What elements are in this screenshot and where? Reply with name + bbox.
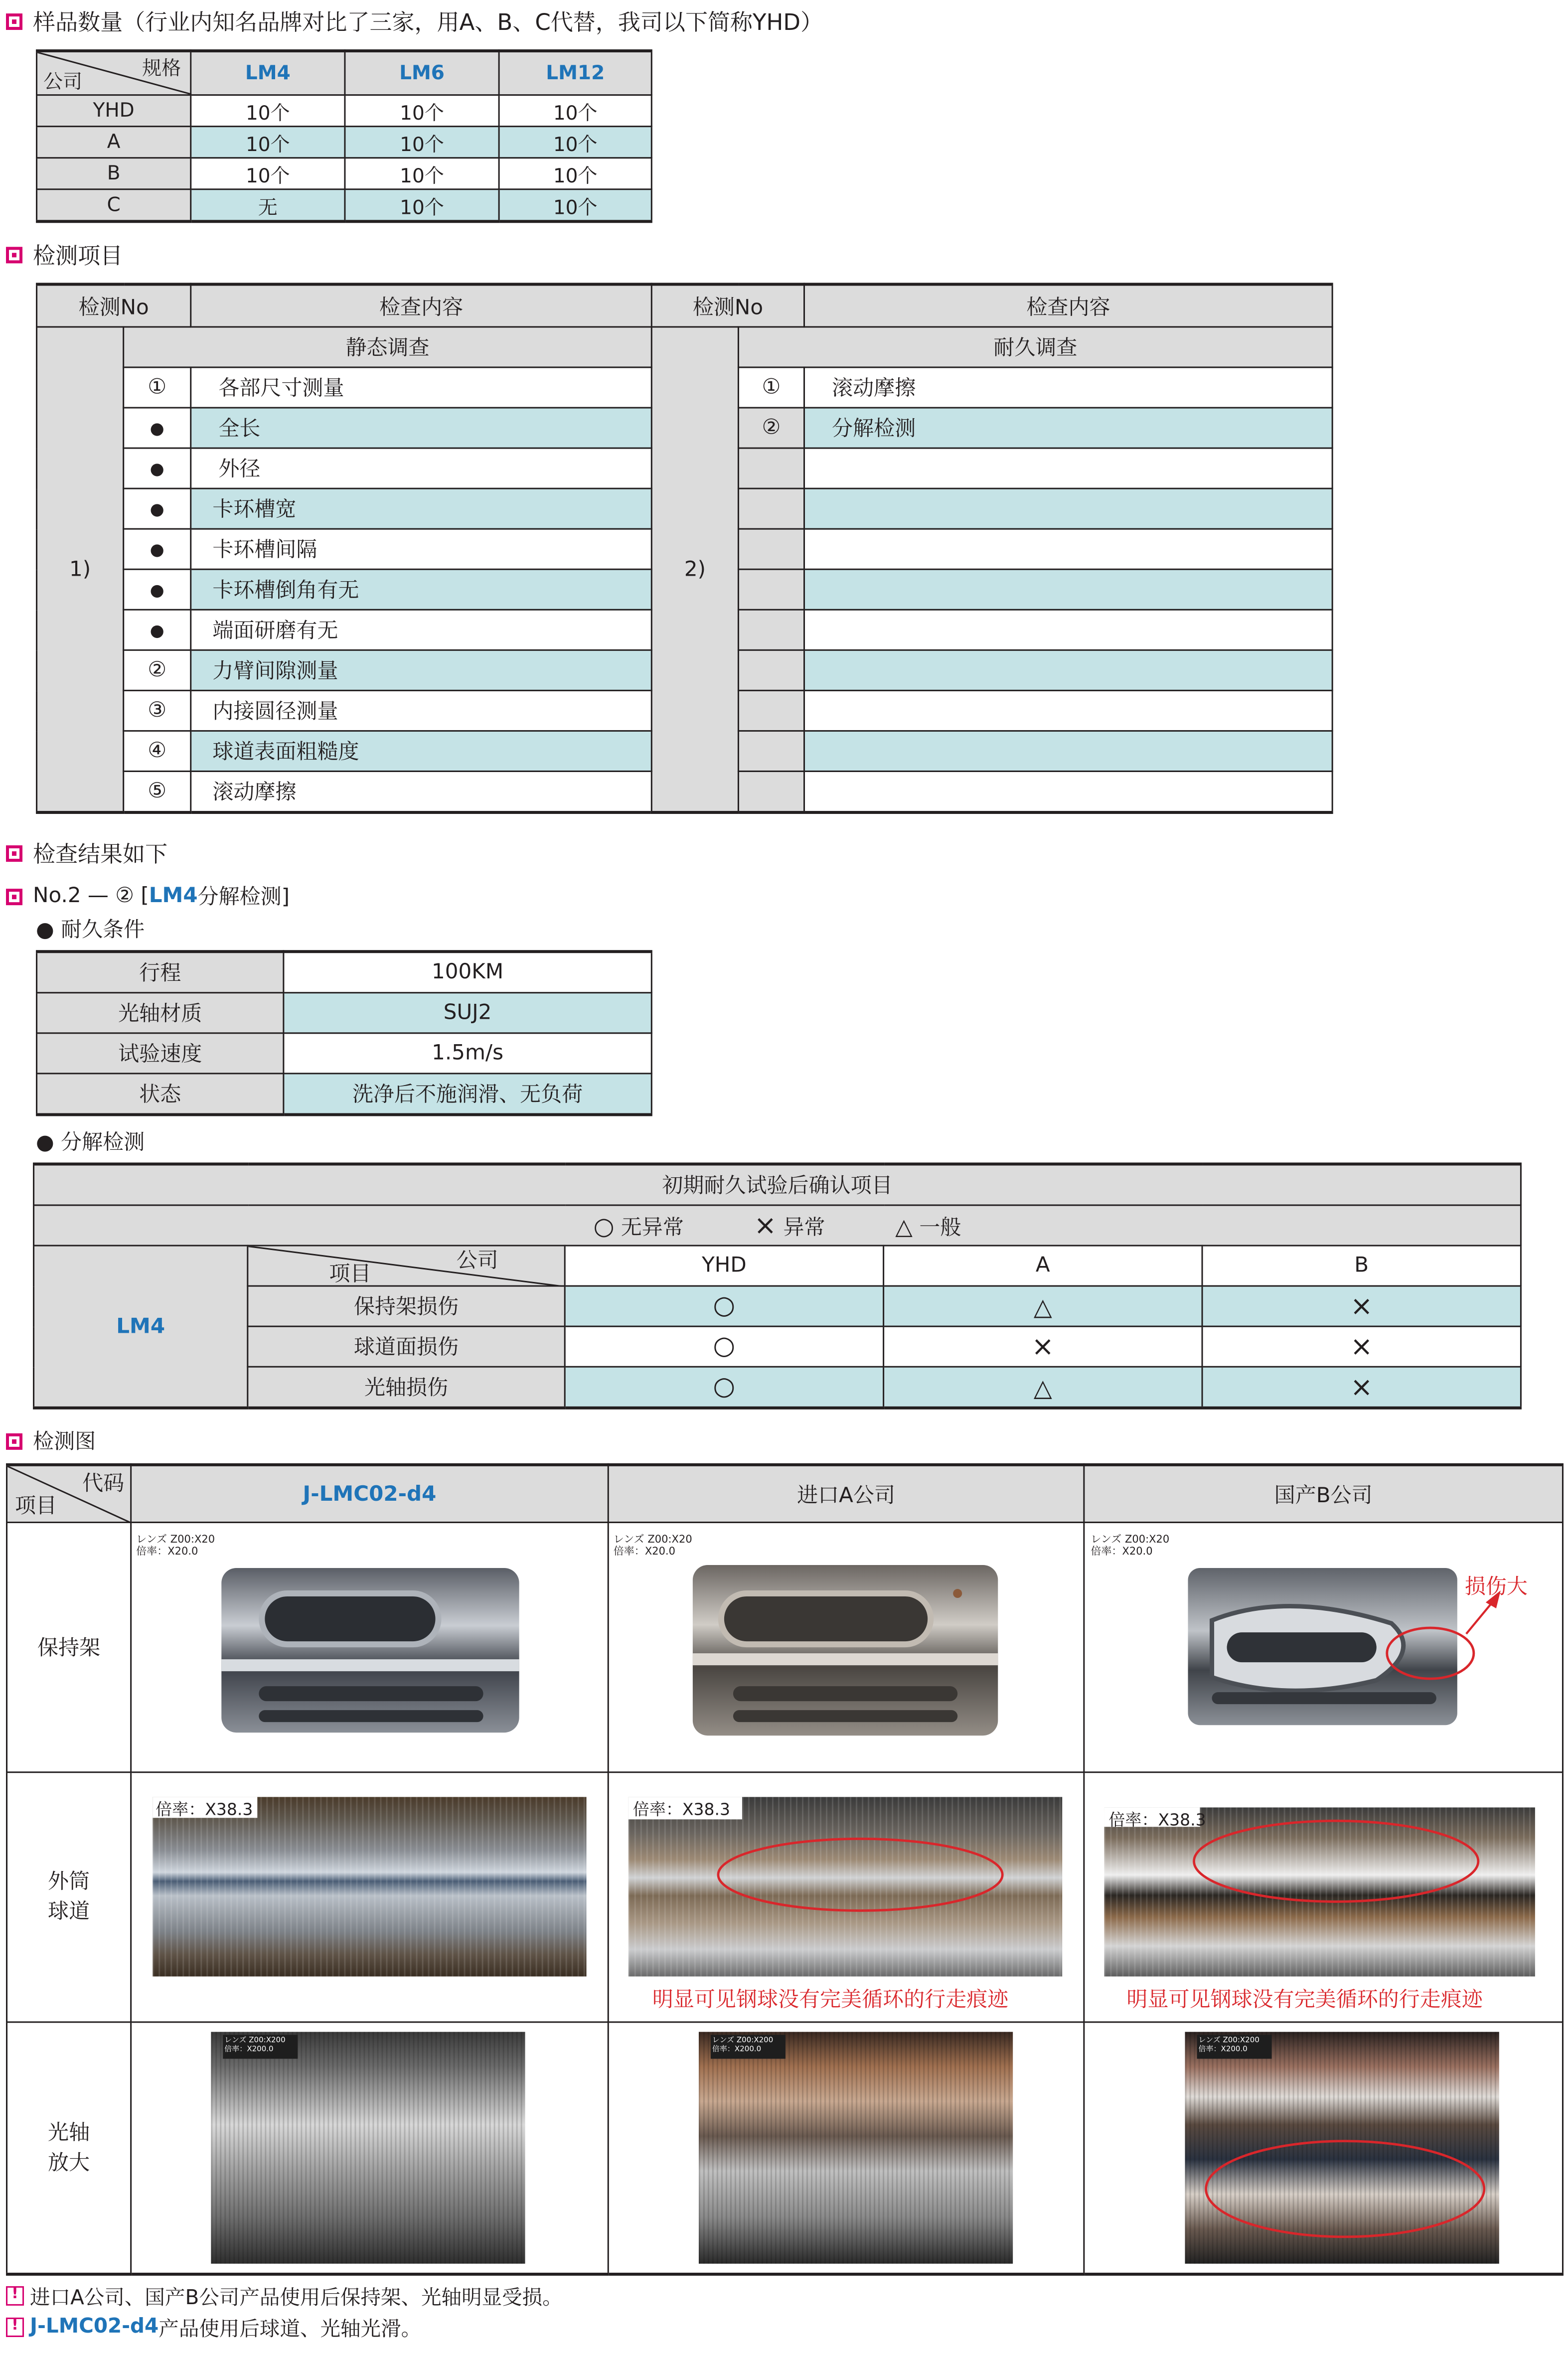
condition-value: 洗净后不施润滑、无负荷 xyxy=(284,1074,651,1115)
item-label: 卡环槽间隔 xyxy=(191,529,652,569)
circle-icon: ○ xyxy=(593,1211,615,1240)
empty-cell xyxy=(738,690,804,731)
section-subtitle xyxy=(6,881,290,911)
corner-bottom-label: 公司 xyxy=(43,72,83,95)
item-label: 端面研磨有无 xyxy=(191,610,652,650)
note-2 xyxy=(6,2312,421,2342)
section-items-title xyxy=(6,239,123,271)
item-mark: ③ xyxy=(124,690,191,731)
empty-cell xyxy=(738,448,804,488)
company-header: YHD xyxy=(565,1246,883,1286)
table-row xyxy=(37,95,652,127)
item-mark: ④ xyxy=(124,731,191,771)
section-sample-title xyxy=(6,6,823,37)
result-cell: ○ xyxy=(565,1326,883,1367)
groove-photo-a xyxy=(628,1797,1063,1976)
item-label: 全长 xyxy=(191,408,652,448)
table-cell: 10个 xyxy=(499,189,651,222)
table-cell: 10个 xyxy=(191,158,345,189)
groove-photo-yhd xyxy=(153,1797,587,1976)
header-content: 检查内容 xyxy=(191,284,652,327)
section-bullet-icon xyxy=(6,1432,22,1449)
confirm-title: 初期耐久试验后确认项目 xyxy=(34,1164,1521,1205)
table-cell: 10个 xyxy=(345,127,499,158)
result-cell: ○ xyxy=(565,1286,883,1326)
condition-value: 100KM xyxy=(284,951,651,993)
section-bullet-icon xyxy=(6,247,22,263)
item-mark: ② xyxy=(738,408,804,448)
cross-icon: × xyxy=(754,1210,777,1242)
row-label: A xyxy=(37,127,191,158)
empty-cell xyxy=(804,488,1333,529)
item-label: 分解检测 xyxy=(804,408,1333,448)
item-label: 滚动摩擦 xyxy=(191,771,652,812)
note-text: 进口A公司、国产B公司产品使用后保持架、光轴明显受损。 xyxy=(30,2286,563,2310)
item-mark: ① xyxy=(124,367,191,408)
damage-label: 损伤大 xyxy=(1464,1575,1528,1600)
subtitle-suffix: 分解检测] xyxy=(197,886,290,910)
empty-cell xyxy=(804,650,1333,690)
group-no: 2) xyxy=(651,327,738,812)
note-text: 产品使用后球道、光轴光滑。 xyxy=(158,2317,422,2342)
condition-label: 试验速度 xyxy=(37,1033,284,1074)
cage-photo-a xyxy=(688,1561,1002,1740)
shaft-photo-b xyxy=(1185,2032,1499,2264)
result-item: 保持架损伤 xyxy=(248,1286,565,1326)
lens-label: レンズ Z00:X20 倍率：X20.0 xyxy=(1091,1533,1170,1558)
empty-cell xyxy=(738,529,804,569)
result-item: 球道面损伤 xyxy=(248,1326,565,1367)
lens-label: レンズ Z00:X20 倍率：X20.0 xyxy=(136,1533,215,1558)
item-mark: ⑤ xyxy=(124,771,191,812)
column-header: LM6 xyxy=(345,51,499,95)
empty-cell xyxy=(738,771,804,812)
table-row xyxy=(37,189,652,222)
row-label: YHD xyxy=(37,95,191,127)
item-label: 各部尺寸测量 xyxy=(191,367,652,408)
group-no: 1) xyxy=(37,327,124,812)
corner-cell xyxy=(7,1465,131,1523)
item-mark: ● xyxy=(124,448,191,488)
mag-label: 倍率：X38.3 xyxy=(632,1800,731,1820)
result-cell: ○ xyxy=(565,1367,883,1408)
section-title: 检测项目 xyxy=(33,242,123,270)
header-no: 检测No xyxy=(651,284,804,327)
header-no: 检测No xyxy=(37,284,191,327)
result-cell: △ xyxy=(884,1367,1202,1408)
result-cell: × xyxy=(1202,1367,1521,1408)
item-label: 球道表面粗糙度 xyxy=(191,731,652,771)
triangle-icon: △ xyxy=(895,1213,913,1240)
sample-table xyxy=(36,49,652,223)
condition-label: 光轴材质 xyxy=(37,993,284,1033)
table-cell: 无 xyxy=(191,189,345,222)
item-label: 内接圆径测量 xyxy=(191,690,652,731)
header-content: 检查内容 xyxy=(804,284,1333,327)
column-header: LM4 xyxy=(191,51,345,95)
mag-label: 倍率：X38.3 xyxy=(1108,1810,1206,1830)
conditions-table xyxy=(36,950,652,1116)
table-row xyxy=(37,158,652,189)
condition-label: 状态 xyxy=(37,1074,284,1115)
groove-photo-b xyxy=(1104,1807,1535,1976)
legend-label: 异常 xyxy=(783,1216,825,1240)
corner-top-label: 规格 xyxy=(142,58,181,81)
item-label: 滚动摩擦 xyxy=(804,367,1333,408)
empty-cell xyxy=(804,771,1333,812)
company-header: B xyxy=(1202,1246,1521,1286)
section-bullet-icon xyxy=(6,13,22,30)
empty-cell xyxy=(804,731,1333,771)
empty-cell xyxy=(804,569,1333,610)
disassembly-table xyxy=(33,1162,1522,1409)
row-label-groove: 外筒 球道 xyxy=(7,1772,131,2022)
subtitle-code: LM4 xyxy=(149,884,198,909)
model-label: LM4 xyxy=(34,1246,248,1408)
small-lens-label: レンズ Z00:X200 倍率：X200.0 xyxy=(1198,2036,1259,2054)
empty-cell xyxy=(738,650,804,690)
corner-bottom-label: 项目 xyxy=(329,1262,371,1287)
conditions-title: ● 耐久条件 xyxy=(36,919,145,943)
empty-cell xyxy=(804,448,1333,488)
small-lens-label: レンズ Z00:X200 倍率：X200.0 xyxy=(712,2036,774,2054)
item-label: 卡环槽倒角有无 xyxy=(191,569,652,610)
condition-label: 行程 xyxy=(37,951,284,993)
legend-label: 一般 xyxy=(919,1216,961,1240)
table-cell: 10个 xyxy=(499,158,651,189)
empty-cell xyxy=(738,610,804,650)
table-cell: 10个 xyxy=(499,95,651,127)
small-lens-label: レンズ Z00:X200 倍率：X200.0 xyxy=(224,2036,286,2054)
subtitle-prefix: No.2 — ② [ xyxy=(33,884,149,909)
result-cell: × xyxy=(884,1326,1202,1367)
section-results-title xyxy=(6,838,167,869)
condition-value: 1.5m/s xyxy=(284,1033,651,1074)
section-title: 检查结果如下 xyxy=(33,841,168,868)
column-header: J-LMC02-d4 xyxy=(131,1465,609,1523)
row-label: B xyxy=(37,158,191,189)
company-header: A xyxy=(884,1246,1202,1286)
group-title: 耐久调查 xyxy=(738,327,1332,367)
item-mark: ● xyxy=(124,488,191,529)
lens-label: レンズ Z00:X20 倍率：X20.0 xyxy=(613,1533,692,1558)
table-cell: 10个 xyxy=(345,95,499,127)
result-cell: × xyxy=(1202,1286,1521,1326)
cage-photo-yhd xyxy=(217,1561,523,1740)
trace-caption: 明显可见钢球没有完美循环的行走痕迹 xyxy=(652,1988,1009,2013)
empty-cell xyxy=(804,690,1333,731)
inspection-items-table xyxy=(36,283,1333,814)
column-header: LM12 xyxy=(499,51,651,95)
empty-cell xyxy=(804,529,1333,569)
empty-cell xyxy=(738,488,804,529)
empty-cell xyxy=(738,569,804,610)
section-bullet-icon xyxy=(6,845,22,862)
table-cell: 10个 xyxy=(345,158,499,189)
note-code: J-LMC02-d4 xyxy=(30,2314,159,2339)
warning-icon: ! xyxy=(6,2285,24,2305)
empty-cell xyxy=(804,610,1333,650)
column-header: 国产B公司 xyxy=(1084,1465,1563,1523)
row-label-cage: 保持架 xyxy=(7,1522,131,1772)
item-mark: ● xyxy=(124,529,191,569)
legend-row xyxy=(34,1205,1521,1246)
section-bullet-icon xyxy=(6,888,22,905)
note-1 xyxy=(6,2280,563,2310)
shaft-photo-a xyxy=(699,2032,1013,2264)
item-label: 力臂间隙测量 xyxy=(191,650,652,690)
legend-label: 无异常 xyxy=(621,1216,684,1240)
table-cell: 10个 xyxy=(499,127,651,158)
item-mark: ● xyxy=(124,408,191,448)
empty-cell xyxy=(738,731,804,771)
corner-top-label: 代码 xyxy=(82,1472,125,1496)
group-title: 静态调查 xyxy=(124,327,652,367)
result-cell: × xyxy=(1202,1326,1521,1367)
section-images-title xyxy=(6,1426,96,1456)
table-row xyxy=(37,127,652,158)
trace-caption: 明显可见钢球没有完美循环的行走痕迹 xyxy=(1126,1988,1483,2013)
mag-label: 倍率：X38.3 xyxy=(156,1800,253,1820)
row-label-shaft: 光轴 放大 xyxy=(7,2022,131,2274)
item-mark: ● xyxy=(124,569,191,610)
shaft-photo-yhd xyxy=(211,2032,525,2264)
disassembly-title: ● 分解检测 xyxy=(36,1131,145,1155)
section-title: 样品数量（行业内知名品牌对比了三家，用A、B、C代替，我司以下简称YHD） xyxy=(33,9,823,36)
item-label: 外径 xyxy=(191,448,652,488)
corner-bottom-label: 项目 xyxy=(15,1494,57,1519)
warning-icon: ! xyxy=(6,2317,24,2336)
diagonal-line xyxy=(248,1247,565,1287)
condition-value: SUJ2 xyxy=(284,993,651,1033)
row-label: C xyxy=(37,189,191,222)
item-mark: ② xyxy=(124,650,191,690)
result-cell: △ xyxy=(884,1286,1202,1326)
corner-top-label: 公司 xyxy=(456,1249,498,1273)
item-mark: ● xyxy=(124,610,191,650)
table-cell: 10个 xyxy=(345,189,499,222)
column-header: 进口A公司 xyxy=(608,1465,1084,1523)
table-cell: 10个 xyxy=(191,127,345,158)
table-cell: 10个 xyxy=(191,95,345,127)
section-title: 检测图 xyxy=(33,1430,96,1454)
corner-cell xyxy=(37,51,191,95)
item-mark: ① xyxy=(738,367,804,408)
corner-cell xyxy=(248,1246,565,1286)
item-label: 卡环槽宽 xyxy=(191,488,652,529)
result-item: 光轴损伤 xyxy=(248,1367,565,1408)
